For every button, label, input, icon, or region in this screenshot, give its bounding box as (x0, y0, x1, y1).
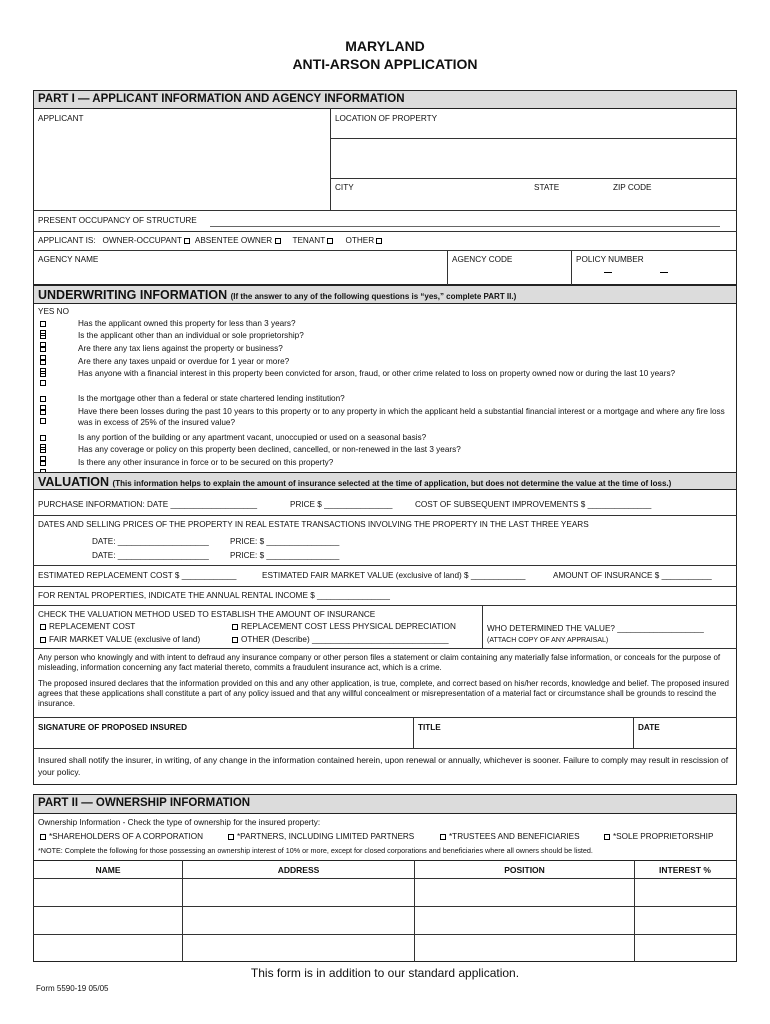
table-row[interactable] (34, 935, 736, 961)
zip-label: ZIP CODE (613, 183, 652, 192)
q10-yes-checkbox[interactable] (40, 460, 46, 466)
valuation-header (34, 472, 736, 490)
ownership-note: *NOTE: Complete the following for those possessing an ownership interest of 10% or more, except for closed corporations and beneficiaries where all owners should be listed. (38, 846, 593, 855)
replacement-less-checkbox[interactable] (232, 624, 238, 630)
part1-header: PART I — APPLICANT INFORMATION AND AGENCY INFORMATION (34, 91, 736, 109)
owner-occupant-label: OWNER-OCCUPANT (102, 236, 182, 245)
transaction-2-date[interactable]: DATE: ____________________ (92, 551, 209, 560)
col-address-header: ADDRESS (277, 865, 320, 875)
applicant-label: APPLICANT (38, 114, 84, 123)
q9-yes-checkbox[interactable] (40, 447, 46, 453)
other-label: OTHER (345, 236, 375, 245)
city-label: CITY (335, 183, 354, 192)
question-9 (38, 445, 728, 456)
fmv-option[interactable] (40, 635, 200, 644)
replacement-cost-checkbox[interactable] (40, 624, 46, 630)
other-describe-label: OTHER (Describe) ______________________________ (241, 635, 449, 644)
applicant-is-row (38, 236, 385, 245)
q7-yes-checkbox[interactable] (40, 409, 46, 415)
absentee-owner-label: ABSENTEE OWNER (194, 236, 273, 245)
q8-yes-checkbox[interactable] (40, 435, 46, 441)
trustees-checkbox[interactable] (440, 834, 446, 840)
question-4 (38, 357, 728, 368)
question-7 (38, 407, 728, 428)
replacement-less-option[interactable] (232, 622, 456, 631)
ownership-check-label: Ownership Information - Check the type of ownership for the insured property: (38, 818, 321, 827)
question-text: Has anyone with a financial interest in this property been convicted for arson, fraud, or other crime related to loss on property owned now or during the last 10 years? (78, 369, 676, 378)
trustees-option[interactable] (440, 832, 580, 841)
question-text: Is there any other insurance in force or to be secured on this property? (78, 458, 334, 467)
transaction-1-date[interactable]: DATE: ____________________ (92, 537, 209, 546)
notify-text: Insured shall notify the insurer, in writing, of any change in the information contained herein, upon renewal or annually, whichever is sooner. Failure to comply may result in rescission of your policy. (38, 755, 729, 777)
agency-code-label: AGENCY CODE (452, 255, 513, 264)
owner-occupant-checkbox[interactable] (184, 238, 190, 244)
q7-no-checkbox[interactable] (40, 418, 46, 424)
sole-label: *SOLE PROPRIETORSHIP (613, 832, 714, 841)
who-determined-field[interactable]: WHO DETERMINED THE VALUE? ___________________ (487, 624, 704, 633)
part2-header: PART II — OWNERSHIP INFORMATION (34, 795, 736, 814)
question-text: Are there any taxes unpaid or overdue for 1 year or more? (78, 357, 290, 366)
signature-label: SIGNATURE OF PROPOSED INSURED (38, 723, 188, 732)
title-label: TITLE (418, 723, 441, 732)
sole-checkbox[interactable] (604, 834, 610, 840)
partners-checkbox[interactable] (228, 834, 234, 840)
question-text: Has any coverage or policy on this property been declined, cancelled, or non-renewed in the last 3 years? (78, 445, 461, 454)
question-text: Have there been losses during the past 10 years to this property or to any property in which the applicant held a substantial financial interest or a mortgage and where any fire loss was in excess of 25% of the insured value? (78, 407, 725, 427)
other-describe-option[interactable] (232, 635, 449, 644)
transaction-2-price[interactable]: PRICE: $ ________________ (230, 551, 340, 560)
question-8 (38, 433, 728, 444)
other-describe-checkbox[interactable] (232, 637, 238, 643)
fmv-checkbox[interactable] (40, 637, 46, 643)
transaction-1-price[interactable]: PRICE: $ ________________ (230, 537, 340, 546)
purchase-date-field[interactable]: PURCHASE INFORMATION: DATE ___________________ (38, 500, 258, 509)
question-2 (38, 331, 728, 342)
form-number: Form 5590-19 05/05 (36, 984, 109, 993)
col-interest-header: INTEREST % (659, 865, 711, 875)
rental-income-field[interactable]: FOR RENTAL PROPERTIES, INDICATE THE ANNUAL RENTAL INCOME $ ________________ (38, 591, 390, 600)
absentee-owner-checkbox[interactable] (275, 238, 281, 244)
replacement-less-label: REPLACEMENT COST LESS PHYSICAL DEPRECIATION (241, 622, 456, 631)
form-title: ANTI-ARSON APPLICATION (292, 56, 478, 72)
policy-number-label: POLICY NUMBER (576, 255, 644, 264)
partners-option[interactable] (228, 832, 414, 841)
check-method-label: CHECK THE VALUATION METHOD USED TO ESTABLISH THE AMOUNT OF INSURANCE (38, 610, 376, 619)
q2-yes-checkbox[interactable] (40, 333, 46, 339)
question-text: Is the mortgage other than a federal or state chartered lending institution? (78, 394, 345, 403)
question-6 (38, 394, 728, 405)
question-10 (38, 458, 728, 469)
location-label: LOCATION OF PROPERTY (335, 114, 438, 123)
underwriting-header (34, 286, 736, 304)
est-fmv-field[interactable]: ESTIMATED FAIR MARKET VALUE (exclusive of land) $ ____________ (262, 571, 526, 580)
question-text: Is the applicant other than an individual or sole proprietorship? (78, 331, 304, 340)
shareholders-option[interactable] (40, 832, 203, 841)
shareholders-label: *SHAREHOLDERS OF A CORPORATION (49, 832, 204, 841)
table-row[interactable] (34, 907, 736, 934)
date-label: DATE (638, 723, 660, 732)
sole-option[interactable] (604, 832, 713, 841)
question-5 (38, 369, 728, 380)
replacement-cost-label: REPLACEMENT COST (49, 622, 136, 631)
replacement-cost-option[interactable] (40, 622, 135, 631)
other-checkbox[interactable] (376, 238, 382, 244)
est-replacement-field[interactable]: ESTIMATED REPLACEMENT COST $ ____________ (38, 571, 237, 580)
fraud-warning: Any person who knowingly and with intent to defraud any insurance company or other person files a statement or claim containing any materially false information, or conceals for the purpose of misleading, information concerning any fact material thereto, commits a fraudulent insurance act, which is a crime. (38, 653, 721, 672)
yes-no-header: YES NO (38, 307, 69, 316)
declaration-text: The proposed insured declares that the information provided on this and any other application, is true, complete, and correct based on his/her records, knowledge and belief. The proposed insured agrees that these applications shall constitute a part of any policy issued and that any willful concealment or misrepresentation of a material fact or circumstance shall be grounds to rescind the insurance. (38, 679, 729, 708)
q3-yes-checkbox[interactable] (40, 346, 46, 352)
cost-improvements-field[interactable]: COST OF SUBSEQUENT IMPROVEMENTS $ ______________ (415, 500, 652, 509)
applicant-is-label: APPLICANT IS: (38, 236, 96, 245)
underwriting-title: UNDERWRITING INFORMATION (38, 288, 228, 302)
valuation-note: (This information helps to explain the amount of insurance selected at the time of application, but does not determine the value at the time of loss.) (112, 479, 672, 488)
underwriting-note: (If the answer to any of the following questions is “yes,” complete PART II.) (230, 292, 517, 301)
col-position-header: POSITION (504, 865, 545, 875)
col-name-header: NAME (95, 865, 121, 875)
agency-name-label: AGENCY NAME (38, 255, 99, 264)
trustees-label: *TRUSTEES AND BENEFICIARIES (449, 832, 580, 841)
q4-yes-checkbox[interactable] (40, 359, 46, 365)
fmv-label: FAIR MARKET VALUE (exclusive of land) (49, 635, 201, 644)
tenant-checkbox[interactable] (327, 238, 333, 244)
valuation-title: VALUATION (38, 475, 110, 489)
table-row[interactable] (34, 879, 736, 906)
state-label: STATE (534, 183, 560, 192)
purchase-price-field[interactable]: PRICE $ _______________ (290, 500, 393, 509)
amount-insurance-field[interactable]: AMOUNT OF INSURANCE $ ___________ (553, 571, 712, 580)
question-3 (38, 344, 728, 355)
question-text: Are there any tax liens against the property or business? (78, 344, 283, 353)
form-title-state: MARYLAND (345, 38, 425, 54)
q1-yes-checkbox[interactable] (40, 321, 46, 327)
occupancy-label: PRESENT OCCUPANCY OF STRUCTURE (38, 216, 197, 225)
q5-yes-checkbox[interactable] (40, 371, 46, 377)
question-1 (38, 319, 728, 330)
question-text: Is any portion of the building or any apartment vacant, unoccupied or used on a seasonal basis? (78, 433, 427, 442)
q6-yes-checkbox[interactable] (40, 396, 46, 402)
q5-no-checkbox[interactable] (40, 380, 46, 386)
footer-addition-note: This form is in addition to our standard application. (250, 966, 520, 980)
attach-copy-note: (ATTACH COPY OF ANY APPRAISAL) (487, 637, 609, 644)
tenant-label: TENANT (292, 236, 326, 245)
dates-selling-label: DATES AND SELLING PRICES OF THE PROPERTY IN REAL ESTATE TRANSACTIONS INVOLVING THE PROPERTY IN THE LAST THREE YEARS (38, 520, 589, 529)
shareholders-checkbox[interactable] (40, 834, 46, 840)
partners-label: *PARTNERS, INCLUDING LIMITED PARTNERS (237, 832, 415, 841)
question-text: Has the applicant owned this property for less than 3 years? (78, 319, 296, 328)
